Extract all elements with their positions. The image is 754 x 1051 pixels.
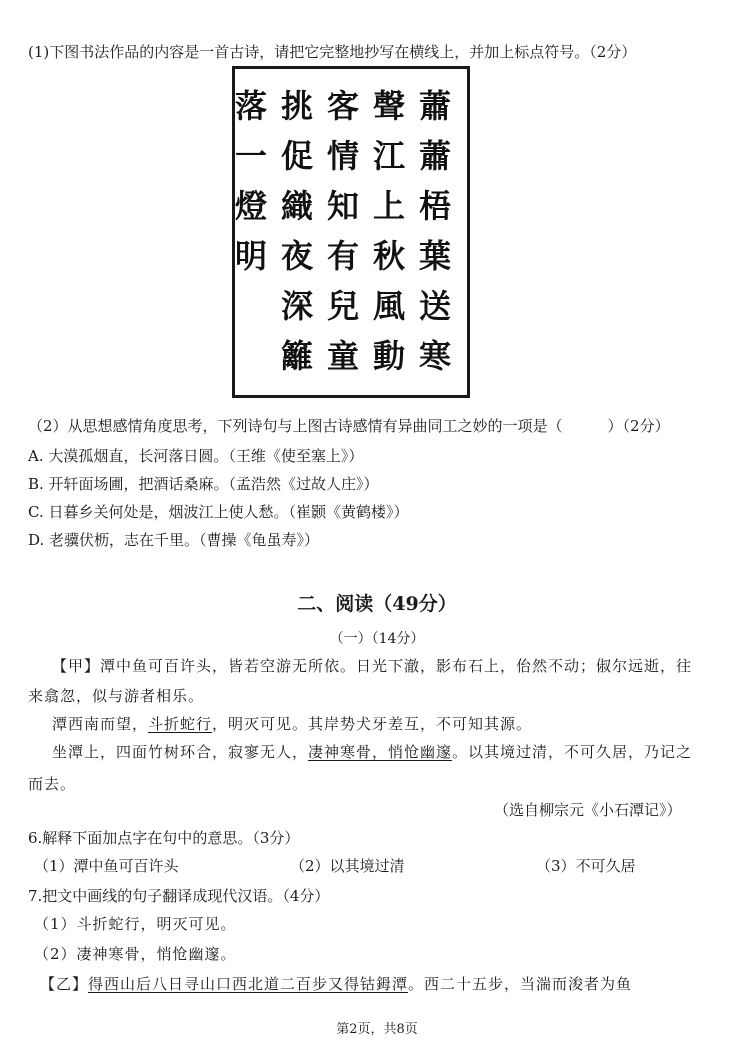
calligraphy-char: 兒: [326, 287, 359, 325]
question-2: （2）从思想感情角度思考，下列诗句与上图古诗感情有异曲同工之妙的一项是（ ）（2分）: [28, 417, 670, 435]
question-1: (1)下图书法作品的内容是一首古诗，请把它完整地抄写在横线上，并加上标点符号。（2分）: [28, 43, 637, 61]
calligraphy-char: 秋: [372, 237, 405, 275]
passage-p2-b: ，明灭可见。其岸势犬牙差互，不可知其源。: [212, 715, 533, 733]
option-b: B. 开轩面场圃，把酒话桑麻。（孟浩然《过故人庄》）: [28, 475, 379, 493]
passage-p1-line2: 来翕忽，似与游者相乐。: [28, 687, 205, 705]
question-7: 7.把文中画线的句子翻译成现代汉语。（4分）: [28, 887, 330, 905]
passage-p2: [52, 714, 532, 734]
calligraphy-char: 寒: [418, 337, 451, 375]
calligraphy-char: 促: [280, 137, 313, 175]
calligraphy-char: 上: [372, 187, 405, 225]
calligraphy-column: [413, 81, 457, 381]
calligraphy-column: [275, 81, 319, 381]
passage-p2-a: 潭西南而望，: [52, 715, 149, 733]
calligraphy-char: 落: [234, 87, 267, 125]
passage-p2-underlined: 斗折蛇行: [148, 715, 213, 733]
calligraphy-char: 夜: [280, 237, 313, 275]
calligraphy-char: 動: [372, 337, 405, 375]
calligraphy-char: 江: [372, 137, 405, 175]
q7-item-2: （2）凄神寒骨，悄怆幽邃。: [34, 945, 237, 963]
passage-yi-rest: 。西二十五步，当湍而浚者为鱼: [408, 975, 633, 993]
passage-p3-underlined: 凄神寒骨，悄怆幽邃: [308, 743, 453, 761]
calligraphy-char: 挑: [280, 87, 313, 125]
calligraphy-char: 聲: [372, 87, 405, 125]
question-6: 6.解释下面加点字在句中的意思。（3分）: [28, 829, 300, 847]
passage-yi-label: 【乙】: [40, 975, 89, 993]
option-d: D. 老骥伏枥，志在千里。（曹操《龟虽寿》）: [28, 531, 320, 549]
passage-source: （选自柳宗元《小石潭记》）: [494, 801, 682, 819]
passage-yi: [40, 974, 632, 994]
calligraphy-char: 葉: [418, 237, 451, 275]
page-footer: 第2页，共8页: [336, 1022, 418, 1037]
section-title: 二、阅读（49分）: [297, 593, 457, 615]
passage-p3-line2: 而去。: [28, 775, 77, 793]
option-a: A. 大漠孤烟直，长河落日圆。（王维《使至塞上》）: [28, 447, 364, 465]
calligraphy-artwork: [232, 66, 470, 398]
calligraphy-char: 一: [234, 137, 267, 175]
calligraphy-char: 深: [280, 287, 313, 325]
passage-p3-b: 。以其境过清，不可久居，乃记之: [452, 743, 693, 761]
calligraphy-char: 燈: [234, 187, 267, 225]
calligraphy-column: [367, 81, 411, 381]
calligraphy-char: 風: [372, 287, 405, 325]
sub-title: （一）（14分）: [329, 631, 425, 647]
calligraphy-column: [229, 81, 273, 281]
calligraphy-char: 織: [280, 187, 313, 225]
calligraphy-char: 明: [234, 237, 267, 275]
q6-item-1: （1）潭中鱼可百许头: [34, 857, 179, 875]
option-c: C. 日暮乡关何处是，烟波江上使人愁。（崔颢《黄鹤楼》）: [28, 503, 409, 521]
passage-p3: [52, 742, 692, 762]
calligraphy-char: 梧: [418, 187, 451, 225]
calligraphy-char: 蕭: [418, 137, 451, 175]
calligraphy-char: 籬: [280, 337, 313, 375]
passage-p3-a: 坐潭上，四面竹树环合，寂寥无人，: [52, 743, 309, 761]
passage-p1-line1: 【甲】潭中鱼可百许头，皆若空游无所依。日光下澈，影布石上，佁然不动；俶尔远逝，往: [52, 657, 693, 675]
calligraphy-char: 童: [326, 337, 359, 375]
q6-item-3: （3）不可久居: [536, 857, 636, 875]
calligraphy-char: 蕭: [418, 87, 451, 125]
q7-item-1: （1）斗折蛇行，明灭可见。: [34, 915, 237, 933]
calligraphy-column: [321, 81, 365, 381]
calligraphy-char: 有: [326, 237, 359, 275]
passage-yi-underlined: 得西山后八日寻山口西北道二百步又得钴鉧潭: [88, 975, 409, 993]
calligraphy-char: 客: [326, 87, 359, 125]
calligraphy-char: 情: [326, 137, 359, 175]
calligraphy-char: 知: [326, 187, 359, 225]
q6-item-2: （2）以其境过清: [290, 857, 405, 875]
calligraphy-char: 送: [418, 287, 451, 325]
